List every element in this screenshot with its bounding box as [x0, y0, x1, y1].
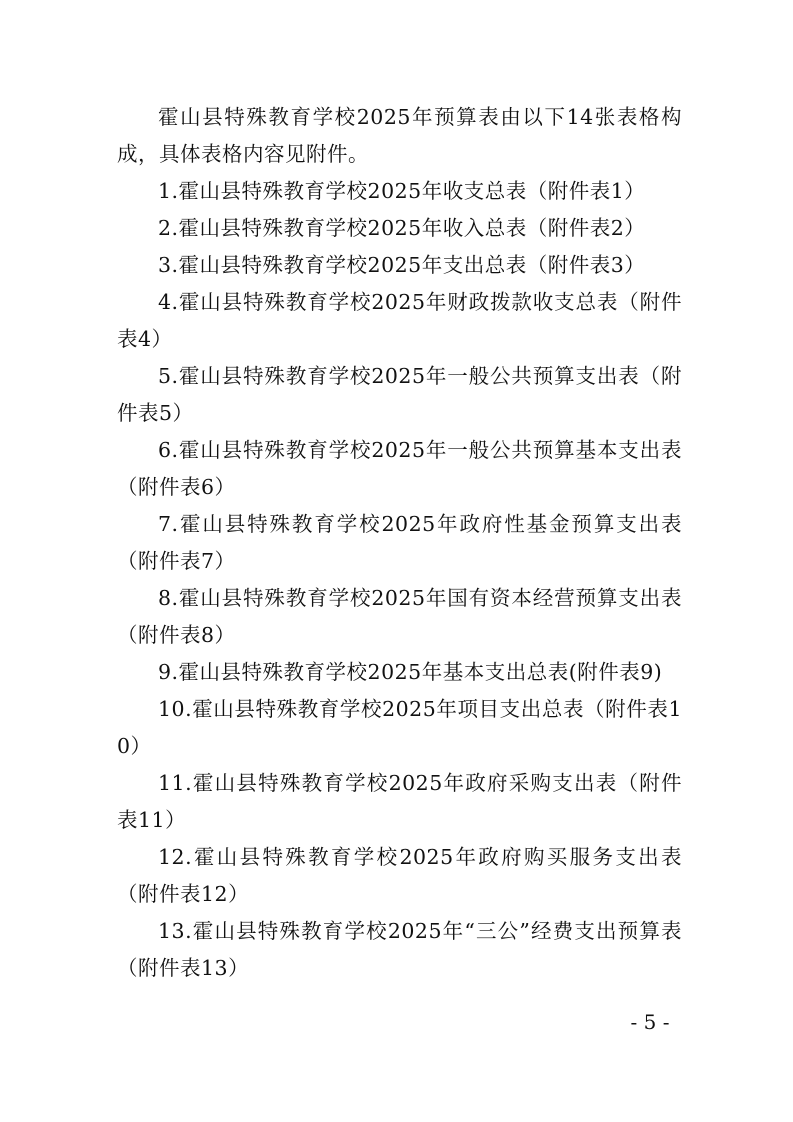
list-item-7: 7.霍山县特殊教育学校2025年政府性基金预算支出表（附件表7）	[117, 512, 682, 573]
document-body	[117, 99, 682, 987]
list-item-2: 2.霍山县特殊教育学校2025年收入总表（附件表2）	[158, 216, 646, 240]
list-item-6: 6.霍山县特殊教育学校2025年一般公共预算基本支出表（附件表6）	[117, 438, 682, 499]
list-item-13: 13.霍山县特殊教育学校2025年“三公”经费支出预算表（附件表13）	[117, 919, 682, 980]
list-item-4: 4.霍山县特殊教育学校2025年财政拨款收支总表（附件表4）	[117, 290, 682, 351]
list-item-1: 1.霍山县特殊教育学校2025年收支总表（附件表1）	[158, 179, 646, 203]
page-number: - 5 -	[630, 1010, 670, 1034]
intro-paragraph: 霍山县特殊教育学校2025年预算表由以下14张表格构成，具体表格内容见附件。	[117, 105, 682, 166]
list-item-9: 9.霍山县特殊教育学校2025年基本支出总表(附件表9)	[158, 660, 663, 684]
list-item-10: 10.霍山县特殊教育学校2025年项目支出总表（附件表10）	[117, 697, 682, 758]
list-item-8: 8.霍山县特殊教育学校2025年国有资本经营预算支出表（附件表8）	[117, 586, 682, 647]
list-item-5: 5.霍山县特殊教育学校2025年一般公共预算支出表（附件表5）	[117, 364, 682, 425]
list-item-11: 11.霍山县特殊教育学校2025年政府采购支出表（附件表11）	[117, 771, 682, 832]
list-item-3: 3.霍山县特殊教育学校2025年支出总表（附件表3）	[158, 253, 646, 277]
list-item-12: 12.霍山县特殊教育学校2025年政府购买服务支出表（附件表12）	[117, 845, 682, 906]
